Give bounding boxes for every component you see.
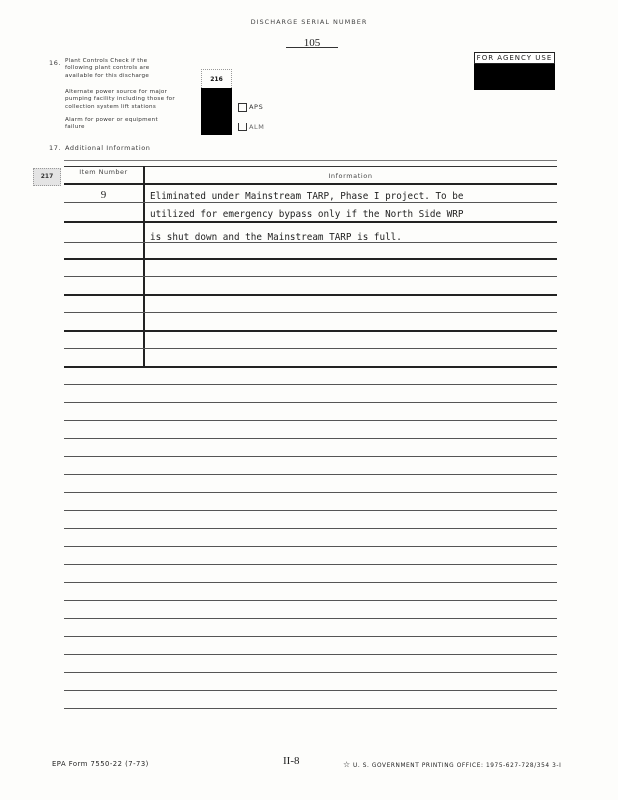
printing-office-note: U. S. GOVERNMENT PRINTING OFFICE: 1975-627-728/354 3-I — [353, 763, 562, 769]
table-row-rule — [64, 654, 557, 655]
form-identifier: EPA Form 7550-22 (7-73) — [52, 760, 149, 768]
column-header-information: Information — [328, 172, 373, 180]
table-row-rule — [64, 690, 557, 691]
table-row-rule — [64, 546, 557, 547]
table-row-rule — [64, 276, 557, 277]
table-row-rule — [64, 636, 557, 637]
item-number-cell: 9 — [100, 189, 107, 201]
table-row-rule — [64, 294, 557, 296]
table-row-rule — [64, 600, 557, 601]
agency-use-label: FOR AGENCY USE — [474, 52, 555, 64]
table-row-rule — [64, 582, 557, 583]
table-row-rule — [64, 456, 557, 457]
table-row-rule — [64, 366, 557, 368]
information-line-2: utilized for emergency bypass only if the North Side WRP — [150, 209, 464, 220]
table-row-rule — [64, 528, 557, 529]
table-row-rule — [64, 312, 557, 313]
agency-use-box — [474, 52, 555, 90]
aps-checkbox[interactable] — [238, 103, 247, 112]
table-row-rule — [64, 384, 557, 385]
section-16-intro: Plant Controls Check if the following plant controls are available for this discharge — [65, 58, 150, 79]
section-17-top-rule — [64, 160, 557, 161]
table-row-rule — [64, 438, 557, 439]
alm-label: ALM — [249, 123, 265, 131]
table-header-top-rule — [64, 166, 557, 167]
field-code-217: 217 — [33, 168, 61, 186]
table-row-rule — [64, 618, 557, 619]
table-row-rule — [64, 330, 557, 332]
table-row-rule — [64, 420, 557, 421]
column-divider — [143, 166, 145, 366]
table-row-rule — [64, 708, 557, 709]
section-17-number: 17. — [49, 144, 62, 152]
section-16-alm-description: Alarm for power or equipment failure — [65, 117, 158, 131]
table-row-rule — [64, 258, 557, 260]
table-row-rule — [64, 402, 557, 403]
table-row-rule — [64, 492, 557, 493]
serial-number-label: DISCHARGE SERIAL NUMBER — [250, 18, 368, 26]
serial-number-underline — [286, 47, 338, 48]
aps-label: APS — [249, 103, 264, 111]
column-header-item-number: Item Number — [79, 168, 128, 176]
table-row-rule — [64, 221, 557, 223]
field-code-216: 216 — [201, 69, 232, 90]
table-header-bottom-rule — [64, 183, 557, 185]
table-row-rule — [64, 564, 557, 565]
table-row-rule — [64, 242, 557, 243]
alm-checkbox[interactable] — [238, 123, 247, 131]
serial-number-value: 105 — [303, 37, 321, 49]
page-number: II-8 — [283, 755, 300, 767]
table-row-rule — [64, 672, 557, 673]
field-216-redaction — [201, 88, 232, 135]
table-row-rule — [64, 348, 557, 349]
section-16-number: 16. — [49, 59, 62, 67]
table-row-rule — [64, 510, 557, 511]
section-16-aps-description: Alternate power source for major pumping facility including those for collection system lift stations — [65, 89, 175, 110]
table-row-rule — [64, 474, 557, 475]
information-line-1: Eliminated under Mainstream TARP, Phase I project. To be — [150, 191, 464, 202]
agency-use-redaction — [474, 64, 555, 90]
information-line-3: is shut down and the Mainstream TARP is full. — [150, 232, 402, 243]
star-icon: ☆ — [343, 760, 351, 769]
table-row-rule — [64, 202, 557, 203]
section-17-label: Additional Information — [65, 144, 151, 152]
